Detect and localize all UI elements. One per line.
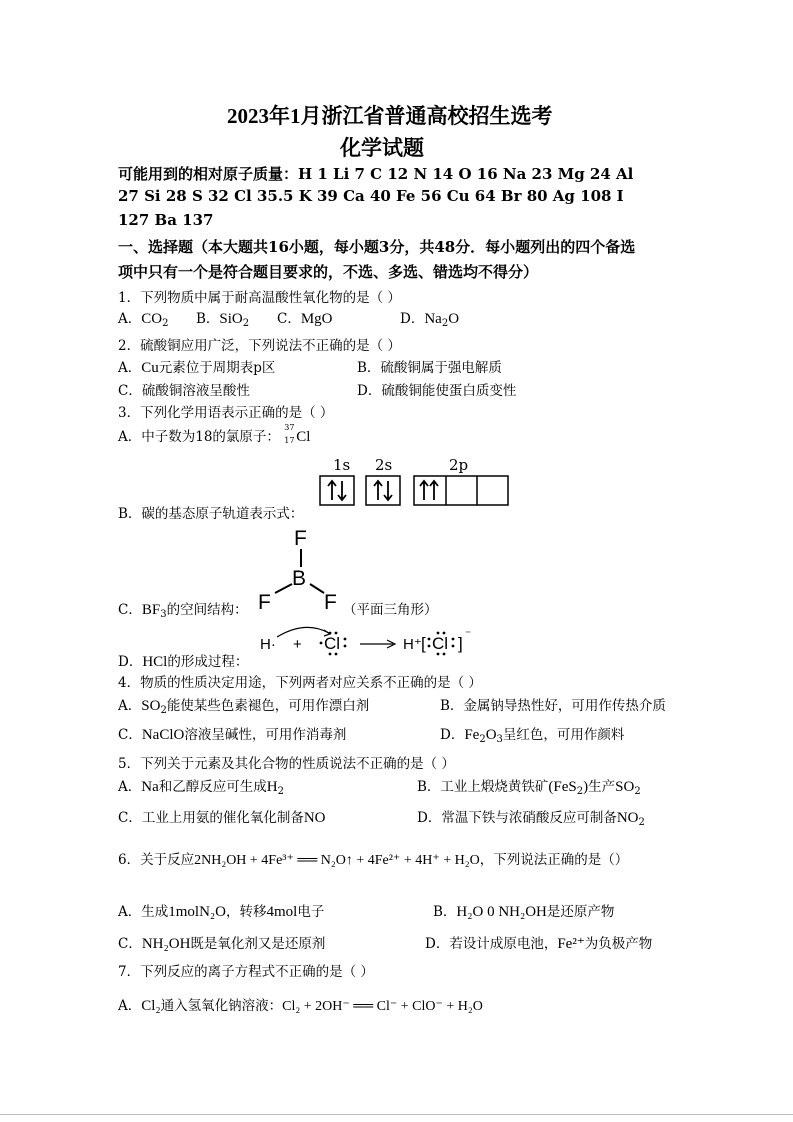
q2-option-b: B．硫酸铜属于强电解质 [357, 360, 502, 376]
svg-text:[: [ [421, 634, 426, 653]
bf3-note: （平面三角形） [343, 602, 438, 618]
electron-arrows [328, 481, 438, 500]
orbital-box-2s [366, 476, 400, 505]
orbital-label-1s: 1s [333, 456, 351, 474]
q3-option-c: C．$BF_3$的空间结构： [118, 602, 248, 620]
atomic-mass-line-2: 27 Si 28 S 32 Cl 35.5 K 39 Ca 40 Fe 56 Cu 64 Br 80 Ag 108 I [118, 187, 624, 205]
q5-stem: 5．下列关于元素及其化合物的性质说法不正确的是（ ） [118, 756, 455, 772]
bf3-structure [250, 525, 350, 613]
bf3-atom-f-right: F [324, 591, 337, 613]
q1-stem: 1．下列物质中属于耐高温酸性氧化物的是（ ） [118, 290, 401, 306]
orbital-label-2p: 2p [449, 456, 469, 474]
q7-stem: 7．下列反应的离子方程式不正确的是（ ） [118, 964, 374, 980]
q5-option-a: A．Na和乙醇反应可生成$H_2$ [118, 779, 284, 797]
q6-option-b: B．H₂O 0 NH₂OH是还原产物 [433, 904, 615, 920]
bf3-atom-f-top: F [294, 527, 307, 550]
q6-stem: 6．关于反应2NH₂OH + 4Fe³⁺ ══ N₂O↑ + 4Fe²⁺ + 4H⁺ + H₂O，下列说法正确的是（） [118, 852, 629, 868]
bf3-atom-b: B [292, 567, 307, 590]
atomic-mass-line-3: 127 Ba 137 [118, 211, 214, 229]
q1-option-b: B．SiO$_2$ [196, 311, 250, 329]
q4-stem: 4．物质的性质决定用途，下列两者对应关系不正确的是（ ） [118, 675, 482, 691]
orbital-box-1s [320, 476, 354, 505]
q4-option-c: C．NaClO溶液呈碱性，可用作消毒剂 [118, 727, 347, 743]
q4-option-b: B．金属钠导热性好，可用作传热介质 [440, 698, 666, 714]
atomic-mass-line-1: 可能用到的相对原子质量：H 1 Li 7 C 12 N 14 O 16 Na 23 Mg 24 Al [118, 165, 634, 183]
q1-option-d: D．$Na_2O$ [400, 311, 460, 329]
orbital-label-2s: 2s [375, 456, 393, 474]
q4-option-a: A．$SO_2$能使某些色素褪色，可用作漂白剂 [118, 698, 370, 716]
hcl-h-atom: H· [260, 636, 276, 653]
orbital-box-2p [414, 476, 508, 505]
q5-option-d: D．常温下铁与浓硝酸反应可制备$NO_2$ [417, 810, 645, 828]
q3-option-d: D．HCl的形成过程： [118, 654, 249, 670]
q6-option-a: A．生成1molN₂O，转移4mol电子 [118, 904, 325, 920]
q3-option-b: B．碳的基态原子轨道表示式： [118, 506, 304, 522]
bf3-atom-f-left: F [258, 591, 271, 613]
hcl-cl-ion: Cl [432, 634, 449, 653]
hcl-plus: + [293, 636, 302, 653]
section-header-line-1: 一、选择题（本大题共16小题，每小题3分，共48分．每小题列出的四个备选 [118, 238, 636, 256]
q6-option-d: D．若设计成原电池，Fe²⁺为负极产物 [425, 936, 653, 952]
q2-option-a: A．Cu元素位于周期表p区 [118, 360, 276, 376]
hcl-formation-diagram [255, 622, 485, 660]
q6-option-c: C．NH₂OH既是氧化剂又是还原剂 [118, 936, 326, 952]
nuclide-mass-number: 37 [284, 423, 295, 432]
orbital-diagram [318, 474, 512, 508]
q2-stem: 2．硫酸铜应用广泛，下列说法不正确的是（ ） [118, 338, 401, 354]
q1-option-a: A．$CO_2$ [118, 311, 169, 329]
section-header-line-2: 项中只有一个是符合题目要求的，不选、多选、错选均不得分） [118, 263, 539, 281]
q5-option-c: C．工业上用氨的催化氧化制备NO [118, 810, 326, 826]
hcl-cl-atom: Cl [324, 634, 341, 653]
q7-option-a: A．Cl₂通入氢氧化钠溶液：Cl₂ + 2OH⁻ ══ Cl⁻ + ClO⁻ + H₂O [118, 998, 483, 1014]
hcl-h-ion: H⁺ [403, 636, 422, 653]
q2-option-c: C．硫酸铜溶液呈酸性 [118, 383, 250, 399]
q1-option-c: C．MgO [277, 311, 333, 327]
q3-option-a: A．中子数为18的氯原子： 37 17 Cl [118, 423, 311, 445]
page-bottom-border [0, 1114, 793, 1115]
q5-option-b: B．工业上煅烧黄铁矿(FeS$_2$)生产$SO_2$ [417, 779, 641, 797]
svg-text:]: ] [458, 634, 463, 653]
page-title: 2023年1月浙江省普通高校招生选考 [227, 104, 553, 128]
q2-option-d: D．硫酸铜能使蛋白质变性 [357, 383, 517, 399]
page-subtitle: 化学试题 [340, 136, 424, 160]
nuclide-atomic-number: 17 [284, 436, 295, 445]
q3-stem: 3．下列化学用语表示正确的是（ ） [118, 405, 334, 421]
q4-option-d: D．$Fe_2O_3$呈红色，可用作颜料 [440, 727, 625, 745]
q6-equation: 2NH₂OH + 4Fe³⁺ ══ N₂O↑ + 4Fe²⁺ + 4H⁺ + H₂O [194, 853, 480, 868]
hcl-charge: ⁻ [465, 627, 472, 641]
